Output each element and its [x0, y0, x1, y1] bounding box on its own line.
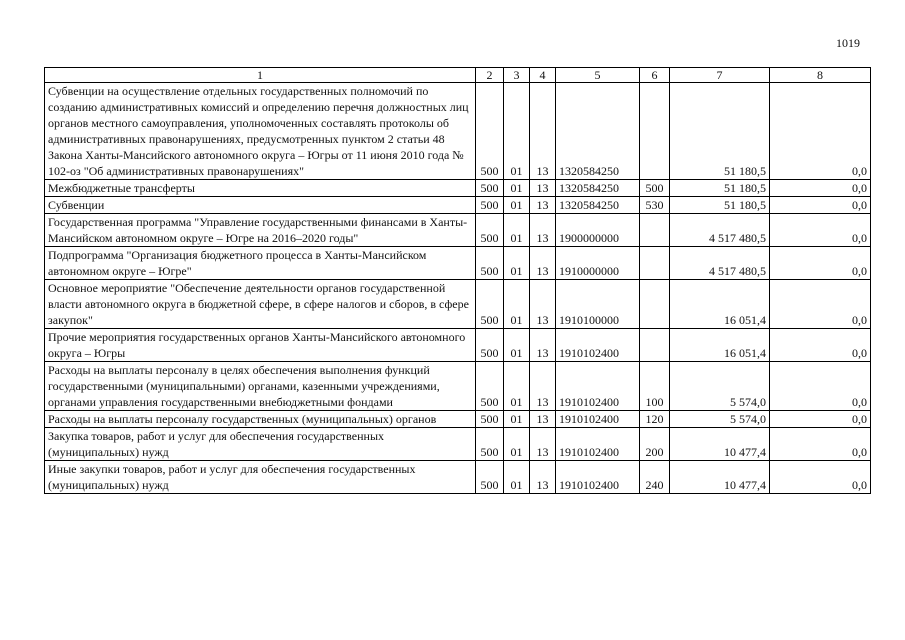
row-col-7: 10 477,4 [670, 428, 770, 461]
row-name: Субвенции [45, 197, 476, 214]
row-col-2: 500 [476, 428, 504, 461]
table-row [45, 428, 871, 461]
row-col-4: 13 [530, 180, 556, 197]
row-col-5: 1910102400 [556, 411, 640, 428]
row-col-6: 100 [640, 362, 670, 411]
table-row [45, 247, 871, 280]
table-row [45, 461, 871, 494]
row-col-4: 13 [530, 461, 556, 494]
row-col-4: 13 [530, 411, 556, 428]
row-col-7: 10 477,4 [670, 461, 770, 494]
row-col-7: 5 574,0 [670, 411, 770, 428]
header-col-1: 1 [45, 68, 476, 83]
row-col-4: 13 [530, 197, 556, 214]
row-col-8: 0,0 [770, 362, 871, 411]
header-col-6: 6 [640, 68, 670, 83]
row-col-3: 01 [504, 428, 530, 461]
row-col-8: 0,0 [770, 280, 871, 329]
table-row [45, 214, 871, 247]
row-name: Прочие мероприятия государственных органов Ханты-Мансийского автономного округа – Югры [45, 329, 476, 362]
row-col-8: 0,0 [770, 214, 871, 247]
row-col-5: 1320584250 [556, 83, 640, 180]
row-col-5: 1910100000 [556, 280, 640, 329]
row-col-4: 13 [530, 362, 556, 411]
row-col-7: 5 574,0 [670, 362, 770, 411]
row-col-2: 500 [476, 180, 504, 197]
row-col-2: 500 [476, 247, 504, 280]
row-col-2: 500 [476, 411, 504, 428]
row-col-7: 16 051,4 [670, 280, 770, 329]
table-row [45, 180, 871, 197]
header-col-8: 8 [770, 68, 871, 83]
row-col-5: 1900000000 [556, 214, 640, 247]
row-col-7: 51 180,5 [670, 83, 770, 180]
row-col-6 [640, 329, 670, 362]
row-col-5: 1320584250 [556, 180, 640, 197]
row-col-6 [640, 247, 670, 280]
row-col-8: 0,0 [770, 180, 871, 197]
row-col-6: 200 [640, 428, 670, 461]
row-col-3: 01 [504, 461, 530, 494]
row-col-4: 13 [530, 83, 556, 180]
row-name: Государственная программа "Управление государственными финансами в Ханты-Мансийском автономном округе – Югре на 2016–2020 годы" [45, 214, 476, 247]
table-row [45, 329, 871, 362]
row-col-3: 01 [504, 362, 530, 411]
row-col-7: 4 517 480,5 [670, 214, 770, 247]
row-col-6 [640, 83, 670, 180]
row-col-7: 51 180,5 [670, 197, 770, 214]
row-name: Межбюджетные трансферты [45, 180, 476, 197]
row-col-4: 13 [530, 214, 556, 247]
row-col-3: 01 [504, 214, 530, 247]
row-col-2: 500 [476, 461, 504, 494]
row-col-6: 240 [640, 461, 670, 494]
table-row [45, 280, 871, 329]
row-col-2: 500 [476, 362, 504, 411]
row-col-8: 0,0 [770, 411, 871, 428]
row-name: Расходы на выплаты персоналу в целях обеспечения выполнения функций государственными (муниципальными) органами, казенными учреждениями, органами управления государственными внебюджетными фондами [45, 362, 476, 411]
row-col-2: 500 [476, 214, 504, 247]
row-name: Иные закупки товаров, работ и услуг для обеспечения государственных (муниципальных) нужд [45, 461, 476, 494]
row-col-8: 0,0 [770, 461, 871, 494]
row-col-8: 0,0 [770, 83, 871, 180]
row-col-3: 01 [504, 411, 530, 428]
row-col-2: 500 [476, 329, 504, 362]
row-col-5: 1320584250 [556, 197, 640, 214]
table-row [45, 362, 871, 411]
row-col-6: 530 [640, 197, 670, 214]
budget-table [44, 67, 871, 494]
row-col-6 [640, 280, 670, 329]
row-col-3: 01 [504, 180, 530, 197]
row-col-3: 01 [504, 247, 530, 280]
row-col-2: 500 [476, 280, 504, 329]
row-name: Расходы на выплаты персоналу государственных (муниципальных) органов [45, 411, 476, 428]
row-col-3: 01 [504, 197, 530, 214]
table-row [45, 83, 871, 180]
row-col-3: 01 [504, 329, 530, 362]
row-col-7: 16 051,4 [670, 329, 770, 362]
row-col-6 [640, 214, 670, 247]
row-col-2: 500 [476, 197, 504, 214]
row-col-8: 0,0 [770, 247, 871, 280]
row-col-6: 500 [640, 180, 670, 197]
row-col-7: 51 180,5 [670, 180, 770, 197]
page-number: 1019 [836, 36, 860, 50]
row-name: Субвенции на осуществление отдельных государственных полномочий по созданию административных комиссий и определению перечня должностных лиц органов местного самоуправления, уполномоченных составлять протоколы об административных правонарушениях, предусмотренных пунктом 2 статьи 48 Закона Ханты-Мансийского автономного округа – Югры от 11 июня 2010 года № 102-оз "Об административных правонарушениях" [45, 83, 476, 180]
row-col-8: 0,0 [770, 197, 871, 214]
row-col-5: 1910000000 [556, 247, 640, 280]
row-col-5: 1910102400 [556, 428, 640, 461]
header-col-2: 2 [476, 68, 504, 83]
row-col-3: 01 [504, 83, 530, 180]
row-name: Закупка товаров, работ и услуг для обеспечения государственных (муниципальных) нужд [45, 428, 476, 461]
header-col-7: 7 [670, 68, 770, 83]
row-col-6: 120 [640, 411, 670, 428]
row-col-4: 13 [530, 247, 556, 280]
row-col-2: 500 [476, 83, 504, 180]
row-col-3: 01 [504, 280, 530, 329]
row-col-7: 4 517 480,5 [670, 247, 770, 280]
header-col-5: 5 [556, 68, 640, 83]
header-col-3: 3 [504, 68, 530, 83]
row-col-5: 1910102400 [556, 362, 640, 411]
row-col-4: 13 [530, 329, 556, 362]
row-col-8: 0,0 [770, 329, 871, 362]
row-col-4: 13 [530, 280, 556, 329]
row-col-5: 1910102400 [556, 461, 640, 494]
row-name: Основное мероприятие "Обеспечение деятельности органов государственной власти автономного округа в бюджетной сфере, в сфере налогов и сборов, в сфере закупок" [45, 280, 476, 329]
header-row [45, 68, 871, 83]
row-col-4: 13 [530, 428, 556, 461]
row-col-8: 0,0 [770, 428, 871, 461]
header-col-4: 4 [530, 68, 556, 83]
row-name: Подпрограмма "Организация бюджетного процесса в Ханты-Мансийском автономном округе – Югре" [45, 247, 476, 280]
table-row [45, 197, 871, 214]
table-row [45, 411, 871, 428]
row-col-5: 1910102400 [556, 329, 640, 362]
